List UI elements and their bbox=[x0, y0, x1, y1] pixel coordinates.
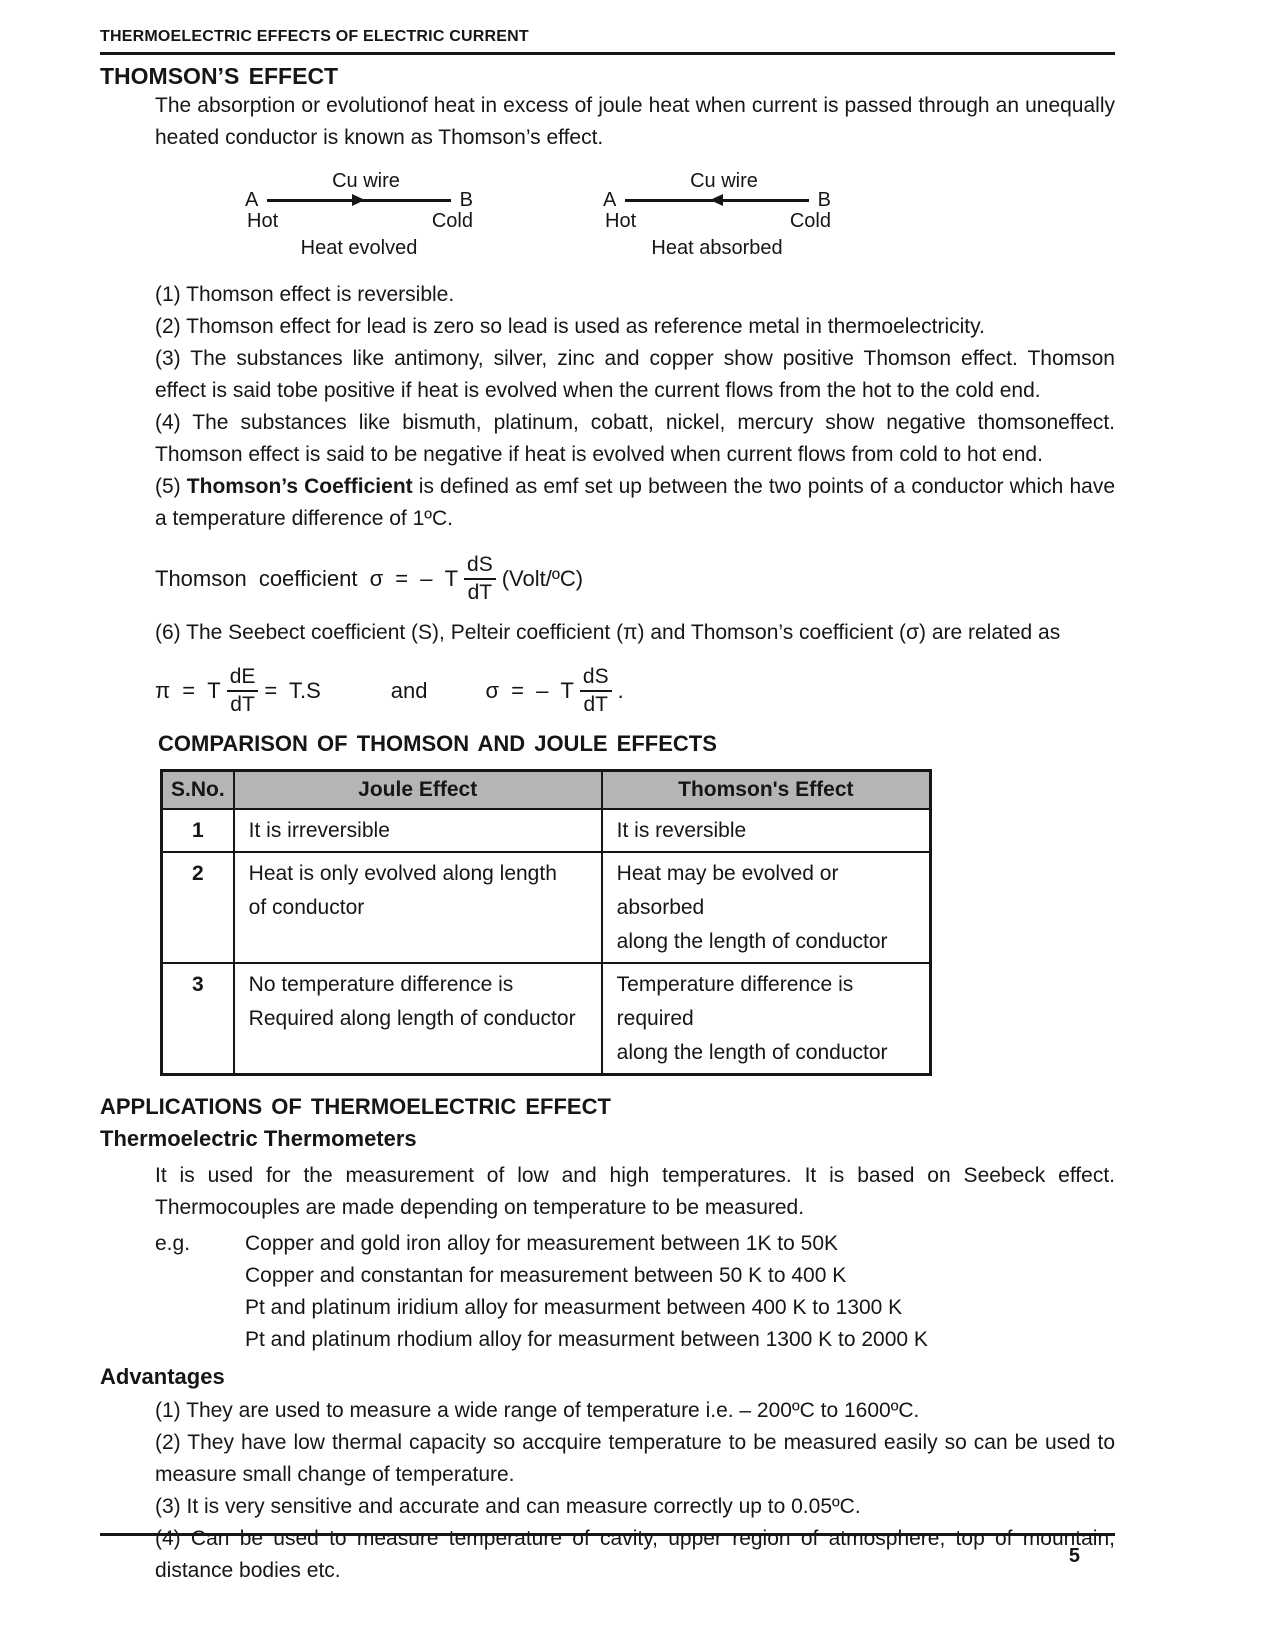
temperature-labels bbox=[603, 208, 831, 234]
relation-formula bbox=[155, 665, 1115, 717]
wire-line bbox=[267, 199, 450, 202]
formula-period: . bbox=[617, 678, 624, 703]
table-cell-joule bbox=[234, 809, 602, 852]
table-cell-thomson bbox=[602, 963, 931, 1075]
cold-label: Cold bbox=[789, 210, 831, 232]
fraction-numerator: dS bbox=[464, 553, 496, 580]
wire-row bbox=[245, 189, 473, 211]
table-cell-joule bbox=[234, 852, 602, 963]
page-footer bbox=[100, 1533, 1115, 1568]
thomson-coefficient-formula bbox=[155, 553, 1115, 605]
wire-material-label: Cu wire bbox=[690, 170, 758, 192]
column-header-joule: Joule Effect bbox=[234, 771, 602, 810]
example-item: Copper and constantan for measurement between 50 K to 400 K bbox=[245, 1264, 847, 1287]
wire-material-label: Cu wire bbox=[332, 170, 400, 192]
point-5-term: Thomson’s Coefficient bbox=[186, 475, 413, 498]
point-2: (2) Thomson effect for lead is zero so lead is used as reference metal in thermoelectricity. bbox=[155, 315, 985, 338]
fraction-numerator: dE bbox=[227, 665, 259, 692]
cell-line: of conductor bbox=[248, 896, 365, 919]
fraction-denominator: dT bbox=[583, 693, 608, 716]
section-title-applications: APPLICATIONS OF THERMOELECTRIC EFFECT bbox=[100, 1094, 611, 1119]
eg-label: e.g. bbox=[155, 1232, 191, 1255]
ds-dt-fraction bbox=[580, 665, 612, 717]
examples-list bbox=[245, 1228, 928, 1356]
intro-paragraph: The absorption or evolutionof heat in excess of joule heat when current is passed through an unequally heated conductor is known as Thomson’s effect. bbox=[155, 94, 1115, 149]
and-connector: and bbox=[390, 678, 428, 703]
table-cell-no: 1 bbox=[162, 809, 234, 852]
table-header-row bbox=[162, 771, 931, 810]
footer-rule bbox=[100, 1533, 1115, 1536]
advantage-item: (3) It is very sensitive and accurate and can measure correctly up to 0.05ºC. bbox=[155, 1495, 861, 1518]
table-cell-joule bbox=[234, 963, 602, 1075]
section-title-comparison: COMPARISON OF THOMSON AND JOULE EFFECTS bbox=[158, 731, 717, 756]
cell-line: Heat is only evolved along length bbox=[248, 862, 557, 885]
point-6: (6) The Seebect coefficient (S), Pelteir coefficient (π) and Thomson’s coefficient (σ) are related as bbox=[155, 621, 1061, 644]
current-arrow-right-icon bbox=[352, 194, 365, 206]
example-item: Pt and platinum rhodium alloy for measurment between 1300 K to 2000 K bbox=[245, 1328, 928, 1351]
current-arrow-left-icon bbox=[710, 194, 723, 206]
point-5-prefix: (5) bbox=[155, 475, 187, 498]
point-1: (1) Thomson effect is reversible. bbox=[155, 283, 455, 306]
cold-label: Cold bbox=[431, 210, 473, 232]
subsection-title-thermometers: Thermoelectric Thermometers bbox=[100, 1126, 417, 1151]
wire-diagram-heat-absorbed bbox=[603, 170, 831, 262]
example-item: Copper and gold iron alloy for measurement between 1K to 50K bbox=[245, 1232, 839, 1255]
formula-prefix: Thomson coefficient σ = – T bbox=[155, 566, 459, 591]
hot-label: Hot bbox=[605, 210, 637, 232]
table-cell-thomson bbox=[602, 809, 931, 852]
advantage-item: (1) They are used to measure a wide range of temperature i.e. – 200ºC to 1600ºC. bbox=[155, 1399, 920, 1422]
fraction-denominator: dT bbox=[230, 693, 255, 716]
column-header-sno: S.No. bbox=[162, 771, 234, 810]
subsection-title-advantages: Advantages bbox=[100, 1364, 225, 1389]
advantage-item: (2) They have low thermal capacity so accquire temperature to be measured easily so can be used to measure small change of temperature. bbox=[155, 1431, 1115, 1486]
table-row bbox=[162, 809, 931, 852]
cell-line: Required along length of conductor bbox=[248, 1007, 576, 1030]
point-4: (4) The substances like bismuth, platinum, cobatt, nickel, mercury show negative thomsoneffect. Thomson effect is said to be negative if heat is evolved when current flows from cold to hot end. bbox=[155, 411, 1115, 466]
comparison-table bbox=[160, 769, 932, 1076]
point-3: (3) The substances like antimony, silver, zinc and copper show positive Thomson effect. Thomson effect is said tobe positive if heat is evolved when the current flows from the hot to the cold end. bbox=[155, 347, 1115, 402]
examples-block bbox=[155, 1228, 1115, 1356]
end-a-label: A bbox=[603, 189, 617, 211]
cell-line: along the length of conductor bbox=[616, 1041, 888, 1064]
point-5 bbox=[155, 471, 1115, 535]
fraction-numerator: dS bbox=[580, 665, 612, 692]
table-row bbox=[162, 963, 931, 1075]
cell-line: Heat may be evolved or absorbed bbox=[616, 862, 839, 919]
cell-line: Temperature difference is required bbox=[616, 973, 854, 1030]
point-5-rest: is defined as emf set up between the two points of a conductor which have a temperature difference of 1ºC. bbox=[155, 475, 1116, 530]
wire-diagrams bbox=[245, 170, 1115, 262]
wire-row bbox=[603, 189, 831, 211]
diagram-caption: Heat evolved bbox=[300, 237, 418, 259]
table-cell-no: 3 bbox=[162, 963, 234, 1075]
end-a-label: A bbox=[245, 189, 259, 211]
table-cell-thomson bbox=[602, 852, 931, 963]
wire-diagram-heat-evolved bbox=[245, 170, 473, 262]
ds-dt-fraction bbox=[464, 553, 496, 605]
fraction-denominator: dT bbox=[467, 581, 493, 604]
hot-label: Hot bbox=[247, 210, 279, 232]
diagram-caption: Heat absorbed bbox=[651, 237, 783, 259]
pi-rhs: = T.S bbox=[264, 678, 321, 703]
example-item: Pt and platinum iridium alloy for measurment between 400 K to 1300 K bbox=[245, 1296, 903, 1319]
end-b-label: B bbox=[459, 189, 473, 211]
table-row bbox=[162, 852, 931, 963]
running-header: THERMOELECTRIC EFFECTS OF ELECTRIC CURRENT bbox=[100, 28, 529, 45]
cell-line: It is reversible bbox=[616, 819, 747, 842]
formula-unit: (Volt/ºC) bbox=[501, 566, 584, 591]
cell-line: No temperature difference is bbox=[248, 973, 514, 996]
table-cell-no: 2 bbox=[162, 852, 234, 963]
section-title-thomsons-effect: THOMSON’S EFFECT bbox=[100, 63, 339, 89]
de-dt-fraction bbox=[227, 665, 259, 717]
page-number: 5 bbox=[1068, 1545, 1080, 1567]
temperature-labels bbox=[245, 208, 473, 234]
end-b-label: B bbox=[817, 189, 831, 211]
cell-line: It is irreversible bbox=[248, 819, 390, 842]
pi-lhs: π = T bbox=[155, 678, 221, 703]
sigma-lhs: σ = – T bbox=[485, 678, 574, 703]
cell-line: along the length of conductor bbox=[616, 930, 888, 953]
advantage-item: (4) Can be used to measure temperature of cavity, upper region of atmosphere, top of mountain, distance bodies etc. bbox=[155, 1527, 1115, 1582]
column-header-thomson: Thomson's Effect bbox=[602, 771, 931, 810]
thermometers-paragraph: It is used for the measurement of low and high temperatures. It is based on Seebeck effect. Thermocouples are made depending on temperature to be measured. bbox=[155, 1164, 1115, 1219]
wire-line bbox=[625, 199, 808, 202]
thomson-points-list bbox=[155, 279, 1115, 535]
header-rule bbox=[100, 52, 1115, 55]
